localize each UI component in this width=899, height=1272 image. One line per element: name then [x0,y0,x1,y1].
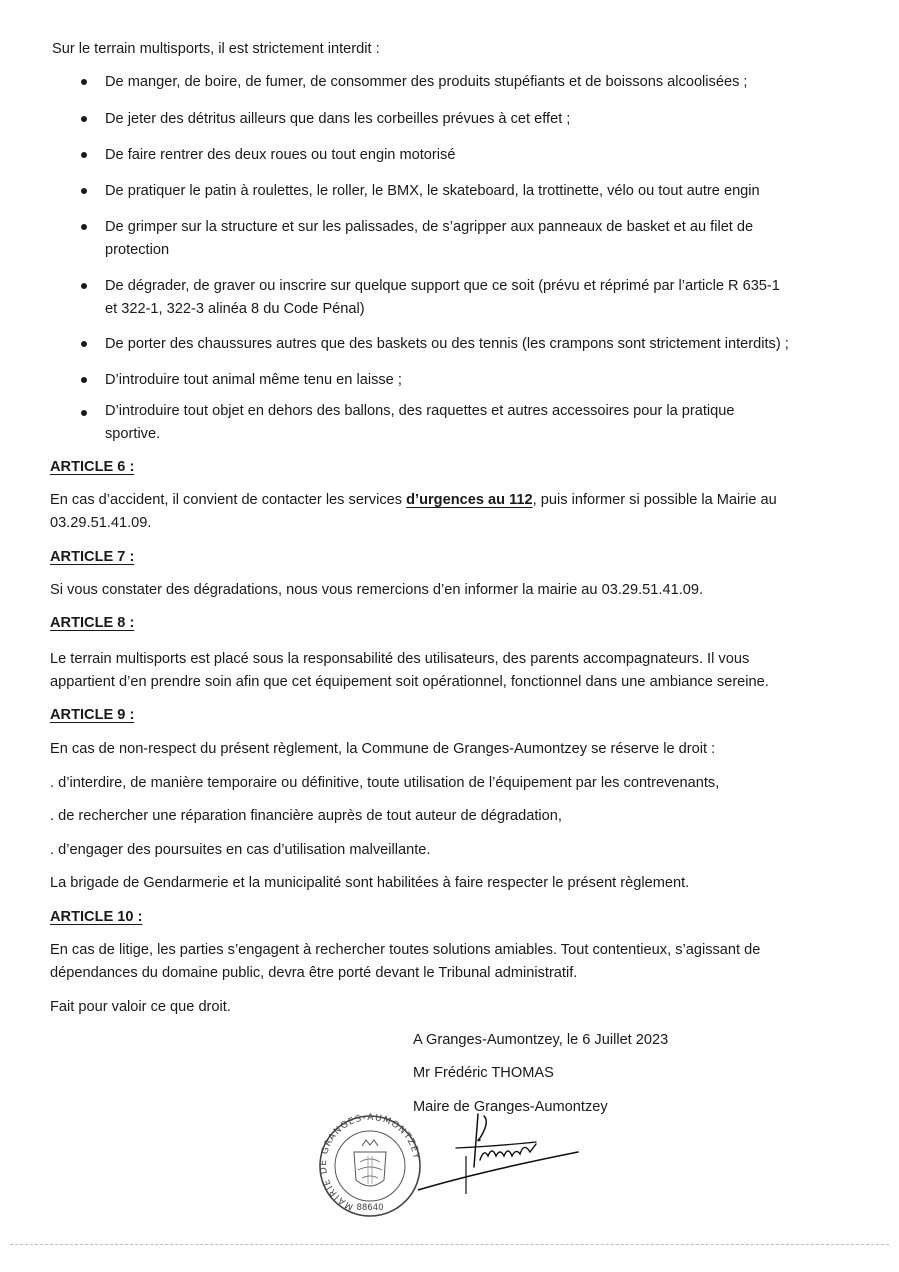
article-6-text: En cas d’accident, il convient de contacter les services d’urgences au 112, puis informer si possible la Mairie au [50,492,777,508]
article-9-text: La brigade de Gendarmerie et la municipalité sont habilitées à faire respecter le présent règlement. [50,875,690,891]
bullet-icon [81,116,87,122]
signatory-name: Mr Frédéric THOMAS [413,1065,554,1081]
article-8-heading: ARTICLE 8 : [50,615,135,631]
document-page: Sur le terrain multisports, il est strictement interdit : De manger, de boire, de fumer, de consommer des produits stupéfiants et de boissons alcoolisées ; De jeter des détritus ailleurs que dans les corbeilles prévues à cet effet ; De faire rentrer des deux roues ou tout engin motorisé De pratiquer le patin à roulettes, le roller, le BMX, le skateboard, la trottinette, vélo ou tout autre engin De grimper sur la structure et sur les palissades, de s’agripper aux panneaux de basket et au filet de protection De dégrader, de graver ou inscrire sur quelque support que ce soit (prévu et réprimé par l’article R 635-1 et 322-1, 322-3 alinéa 8 du Code Pénal) De porter des chaussures autres que des baskets ou des tennis (les crampons sont strictement interdits) ; D’introduire tout animal même tenu en laisse ; D’introduire tout objet en dehors des ballons, des raquettes et autres accessoires pour la pratique sportive. ARTICLE 6 : En cas d’accident, il convient de contacter les services d’urgences au 112, puis informer si possible la Mairie au 03.29.51.41.09. ARTICLE 7 : Si vous constater des dégradations, nous vous remercions d’en informer la mairie au 03.29.51.41.09. ARTICLE 8 : Le terrain multisports est placé sous la responsabilité des utilisateurs, des parents accompagnateurs. Il vous appartient d’en prendre soin afin que cet équipement soit opérationnel, fonctionnel dans une ambiance sereine. ARTICLE 9 : En cas de non-respect du présent règlement, la Commune de Granges-Aumontzey se réserve le droit : . d’interdire, de manière temporaire ou définitive, toute utilisation de l’équipement par les contrevenants, . de rechercher une réparation financière auprès de tout auteur de dégradation, . d’engager des poursuites en cas d’utilisation malveillante. La brigade de Gendarmerie et la municipalité sont habilitées à faire respecter le présent règlement. ARTICLE 10 : En cas de litige, les parties s’engagent à rechercher toutes solutions amiables. Tout contentieux, s’agissant de dépendances du domaine public, devra être porté devant le Tribunal administratif. Fait pour valoir ce que droit. A Granges-Aumontzey, le 6 Juillet 2023 Mr Frédéric THOMAS Maire de Granges-Aumontzey MAIRIE DE GRANGES-AUMONTZEY 88640 [0,0,899,1272]
article-8-text: appartient d’en prendre soin afin que cet équipement soit opérationnel, fonctionnel dans une ambiance sereine. [50,674,769,690]
article-10-text: En cas de litige, les parties s’engagent à rechercher toutes solutions amiables. Tout contentieux, s’agissant de [50,942,761,958]
mairie-phone: 03.29.51.41.09. [50,515,152,531]
article-10-text: dépendances du domaine public, devra être porté devant le Tribunal administratif. [50,965,578,981]
place-date: A Granges-Aumontzey, le 6 Juillet 2023 [413,1032,669,1048]
article-9-text: En cas de non-respect du présent règlement, la Commune de Granges-Aumontzey se réserve le droit : [50,741,716,757]
bullet-icon [81,152,87,158]
mairie-seal-icon [318,1112,422,1220]
article-9-text: . d’interdire, de manière temporaire ou définitive, toute utilisation de l’équipement par les contrevenants, [50,775,720,791]
bullet-icon [81,341,87,347]
bullet-icon [81,79,87,85]
closing-text: Fait pour valoir ce que droit. [50,999,231,1015]
bullet-icon [81,410,87,416]
article-9-heading: ARTICLE 9 : [50,707,135,723]
article-8-text: Le terrain multisports est placé sous la responsabilité des utilisateurs, des parents accompagnateurs. Il vous [50,651,750,667]
signatory-role: Maire de Granges-Aumontzey [413,1099,608,1115]
bullet-icon [81,377,87,383]
svg-text:MAIRIE DE GRANGES-AUMONTZEY: MAIRIE DE GRANGES-AUMONTZEY [318,1112,421,1212]
page-footer-divider [10,1244,889,1245]
article-10-heading: ARTICLE 10 : [50,909,143,925]
bullet-icon [81,188,87,194]
emergency-number: d’urgences au 112 [406,492,533,508]
bullet-icon [81,283,87,289]
article-9-text: . d’engager des poursuites en cas d’utilisation malveillante. [50,842,431,858]
signature-icon [418,1112,583,1202]
article-7-heading: ARTICLE 7 : [50,549,135,565]
svg-text:88640: 88640 [356,1203,384,1213]
article-9-text: . de rechercher une réparation financière auprès de tout auteur de dégradation, [50,808,562,824]
bullet-icon [81,224,87,230]
article-6-heading: ARTICLE 6 : [50,459,135,475]
intro-text: Sur le terrain multisports, il est strictement interdit : [52,41,380,57]
article-7-text: Si vous constater des dégradations, nous vous remercions d’en informer la mairie au 03.29.51.41.09. [50,582,704,598]
